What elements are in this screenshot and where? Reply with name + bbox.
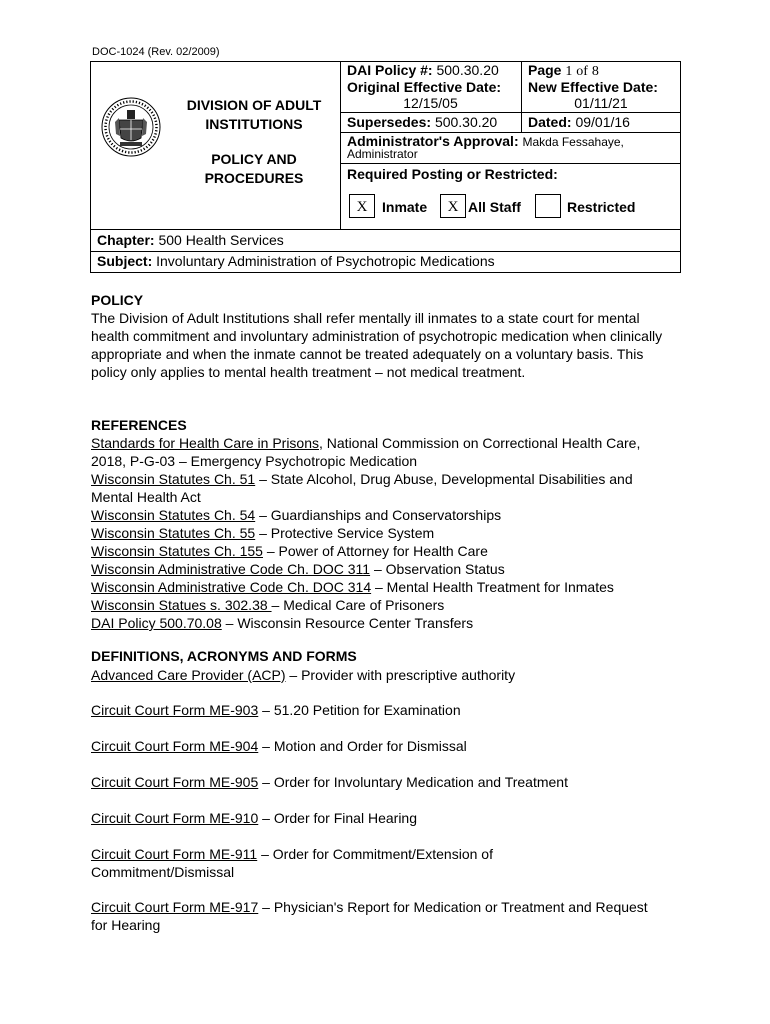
reference-link[interactable]: Wisconsin Administrative Code Ch. DOC 314 bbox=[91, 579, 372, 595]
definition-item: Circuit Court Form ME-904 – Motion and Order for Dismissal bbox=[91, 738, 467, 754]
dated-cell bbox=[528, 114, 630, 131]
subject-row bbox=[97, 253, 495, 270]
dated-label: Dated: bbox=[528, 114, 572, 130]
references-heading: REFERENCES bbox=[91, 417, 187, 433]
reference-item: Wisconsin Administrative Code Ch. DOC 314 – Mental Health Treatment for Inmates bbox=[91, 579, 614, 595]
reference-link[interactable]: Wisconsin Statues s. 302.38 bbox=[91, 597, 272, 613]
policy-label: DAI Policy #: bbox=[347, 62, 433, 78]
document-number: DOC-1024 (Rev. 02/2009) bbox=[92, 46, 220, 58]
reference-link[interactable]: Standards for Health Care in Prisons bbox=[91, 435, 319, 451]
restricted-checkbox-label: Restricted bbox=[567, 199, 636, 215]
new-effective-label: New Effective Date: bbox=[528, 79, 658, 95]
policy-number: 500.30.20 bbox=[436, 62, 499, 78]
definition-item: Advanced Care Provider (ACP) – Provider with prescriptive authority bbox=[91, 667, 516, 683]
definition-link[interactable]: Circuit Court Form ME-905 bbox=[91, 774, 259, 790]
policy-text: The Division of Adult Institutions shall refer mentally ill inmates to a state court for mental health commitment and involuntary administration of psychotropic medication when clinically appropriate and when the inmate cannot be treated adequately on a voluntary basis. This policy only applies to mental health treatment – not medical treatment. bbox=[91, 310, 663, 380]
policy-heading: POLICY bbox=[91, 292, 144, 308]
reference-link[interactable]: DAI Policy 500.70.08 bbox=[91, 615, 222, 631]
reference-item: Wisconsin Statutes Ch. 155 – Power of Attorney for Health Care bbox=[91, 543, 488, 559]
page-total: 8 bbox=[591, 64, 599, 79]
page-current: 1 bbox=[565, 64, 573, 79]
dated-value: 09/01/16 bbox=[575, 114, 630, 130]
new-effective-date: 01/11/21 bbox=[574, 95, 628, 111]
original-effective-date: 12/15/05 bbox=[403, 95, 458, 111]
definition-item: Circuit Court Form ME-917 – Physician's Report for Medication or Treatment and Request for Hearing bbox=[91, 899, 648, 933]
page-of: of bbox=[576, 64, 588, 79]
original-effective-label: Original Effective Date: bbox=[347, 79, 502, 95]
policy-section bbox=[91, 291, 671, 381]
definition-link[interactable]: Advanced Care Provider (ACP) bbox=[91, 667, 286, 683]
reference-link[interactable]: Wisconsin Statutes Ch. 51 bbox=[91, 471, 256, 487]
subject-label: Subject: bbox=[97, 253, 153, 269]
policy-number-cell bbox=[347, 62, 499, 79]
definitions-heading: DEFINITIONS, ACRONYMS AND FORMS bbox=[91, 648, 357, 664]
subject-value: Involuntary Administration of Psychotropic Medications bbox=[156, 253, 495, 269]
supersedes-label: Supersedes: bbox=[347, 114, 432, 130]
definition-item: Circuit Court Form ME-905 – Order for Involuntary Medication and Treatment bbox=[91, 774, 568, 790]
division-title: DIVISION OF ADULT INSTITUTIONS bbox=[186, 97, 322, 132]
posting-label: Required Posting or Restricted: bbox=[347, 166, 558, 182]
reference-link[interactable]: Wisconsin Statutes Ch. 54 bbox=[91, 507, 256, 523]
inmate-checkbox[interactable]: X bbox=[349, 194, 375, 218]
definition-item: Circuit Court Form ME-910 – Order for Final Hearing bbox=[91, 810, 417, 826]
inmate-checkbox-label: Inmate bbox=[382, 199, 428, 215]
reference-item: Wisconsin Statutes Ch. 51 – State Alcohol, Drug Abuse, Developmental Disabilities and Mental Health Act bbox=[91, 471, 633, 505]
reference-item: DAI Policy 500.70.08 – Wisconsin Resource Center Transfers bbox=[91, 615, 474, 631]
reference-item: Wisconsin Administrative Code Ch. DOC 311 – Observation Status bbox=[91, 561, 505, 577]
supersedes-value: 500.30.20 bbox=[434, 114, 498, 130]
page-cell bbox=[528, 62, 599, 80]
definition-link[interactable]: Circuit Court Form ME-903 bbox=[91, 702, 259, 718]
reference-item: Wisconsin Statues s. 302.38 – Medical Care of Prisoners bbox=[91, 597, 445, 613]
all-staff-checkbox-label: All Staff bbox=[468, 199, 521, 215]
reference-item: Wisconsin Statutes Ch. 55 – Protective Service System bbox=[91, 525, 435, 541]
references-list bbox=[91, 434, 671, 632]
all-staff-checkbox[interactable]: X bbox=[440, 194, 466, 218]
definition-item: Circuit Court Form ME-903 – 51.20 Petition for Examination bbox=[91, 702, 461, 718]
references-section bbox=[91, 416, 671, 632]
definition-link[interactable]: Circuit Court Form ME-910 bbox=[91, 810, 259, 826]
chapter-label: Chapter: bbox=[97, 232, 155, 248]
reference-link[interactable]: Wisconsin Administrative Code Ch. DOC 311 bbox=[91, 561, 371, 577]
supersedes-cell bbox=[347, 114, 497, 131]
reference-item: Wisconsin Statutes Ch. 54 – Guardianships and Conservatorships bbox=[91, 507, 502, 523]
definition-item: Circuit Court Form ME-911 – Order for Commitment/Extension of Commitment/Dismissal bbox=[91, 846, 493, 880]
chapter-row bbox=[97, 232, 284, 249]
wisconsin-seal-icon bbox=[100, 96, 162, 158]
approval-label: Administrator's Approval: bbox=[347, 133, 519, 149]
reference-item: Standards for Health Care in Prisons, National Commission on Correctional Health Care, 2018, P-G-03 – Emergency Psychotropic Medication bbox=[91, 435, 641, 469]
restricted-checkbox[interactable] bbox=[535, 194, 561, 218]
approval-title: Administrator bbox=[347, 147, 418, 161]
approval-name: Makda Fessahaye, bbox=[522, 135, 624, 149]
chapter-value: 500 Health Services bbox=[158, 232, 284, 248]
reference-link[interactable]: Wisconsin Statutes Ch. 155 bbox=[91, 543, 263, 559]
page-label: Page bbox=[528, 62, 562, 78]
section-title: POLICY AND PROCEDURES bbox=[204, 151, 304, 186]
definition-link[interactable]: Circuit Court Form ME-917 bbox=[91, 899, 259, 915]
reference-link[interactable]: Wisconsin Statutes Ch. 55 bbox=[91, 525, 256, 541]
definition-link[interactable]: Circuit Court Form ME-911 bbox=[91, 846, 258, 862]
definition-link[interactable]: Circuit Court Form ME-904 bbox=[91, 738, 259, 754]
